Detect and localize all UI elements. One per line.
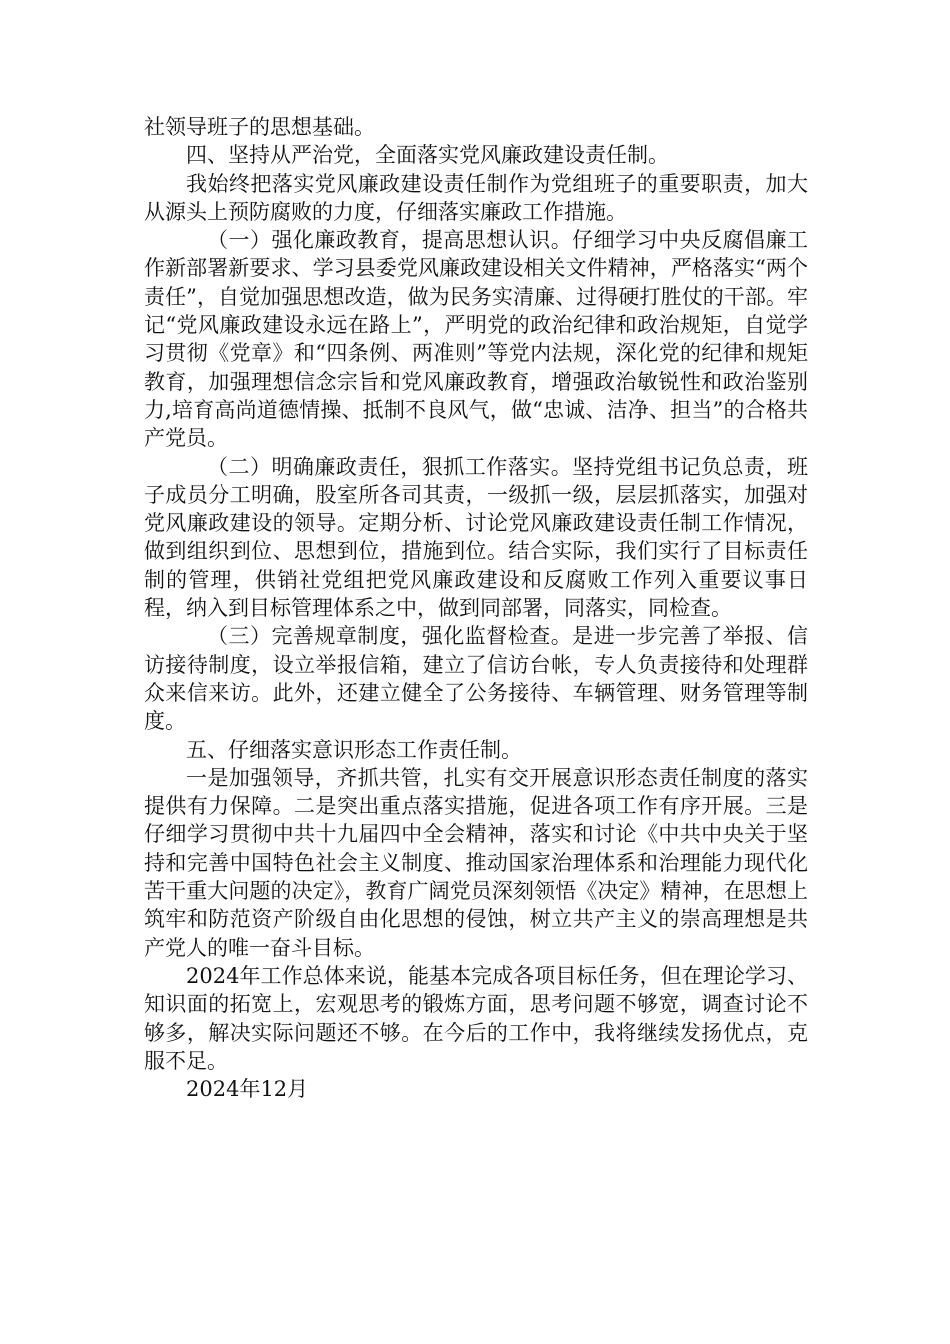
- document-page: [144, 113, 808, 1103]
- paragraph-subsection-three: （三）完善规章制度，强化监督检查。是进一步完善了举报、信访接待制度，设立举报信箱，建立了信访台帐，专人负责接待和处理群众来信来访。此外，还建立健全了公务接待、车辆管理、财务管理等制度。: [144, 624, 808, 734]
- section-heading-five: 五、仔细落实意识形态工作责任制。: [186, 737, 522, 762]
- paragraph-continuation: 社领导班子的思想基础。: [144, 115, 375, 139]
- paragraph-ideology: 一是加强领导，齐抓共管，扎实有交开展意识形态责任制度的落实提供有力保障。二是突出重点落实措施，促进各项工作有序开展。三是仔细学习贯彻中共十九届四中全会精神，落实和讨论《中共中央关于坚持和完善中国特色社会主义制度、推动国家治理体系和治理能力现代化苦干重大问题的决定》，教育广阔党员深刻领悟《决定》精神，在思想上筑牢和防范资产阶级自由化思想的侵蚀，树立共产主义的崇高理想是共产党人的唯一奋斗目标。: [144, 765, 808, 960]
- paragraph-subsection-two: （二）明确廉政责任，狠抓工作落实。坚持党组书记负总责，班子成员分工明确，股室所各司其责，一级抓一级，层层抓落实，加强对党风廉政建设的领导。定期分析、讨论党风廉政建设责任制工作情况，做到组织到位、思想到位，措施到位。结合实际，我们实行了目标责任制的管理，供销社党组把党风廉政建设和反腐败工作列入重要议事日程，纳入到目标管理体系之中，做到同部署，同落实，同检查。: [144, 454, 808, 621]
- document-date: 2024年12月: [186, 1077, 309, 1102]
- section-heading-four: 四、坚持从严治党，全面落实党风廉政建设责任制。: [186, 143, 669, 168]
- paragraph-summary: 2024年工作总体来说，能基本完成各项目标任务，但在理论学习、知识面的拓宽上，宏观思考的锻炼方面，思考问题不够宽，调查讨论不够多，解决实际问题还不够。在今后的工作中，我将继续发扬优点，克服不足。: [144, 963, 808, 1073]
- paragraph-subsection-one: （一）强化廉政教育，提高思想认识。仔细学习中央反腐倡廉工作新部署新要求、学习县委党风廉政建设相关文件精神，严格落实“两个责任”，自觉加强思想改造，做为民务实清廉、过得硬打胜仗的干部。牢记“党风廉政建设永远在路上”，严明党的政治纪律和政治规矩，自觉学习贯彻《党章》和“四条例、两准则”等党内法规，深化党的纪律和规矩教育，加强理想信念宗旨和党风廉政教育，增强政治敏锐性和政治鉴别力,培育高尚道德情操、抵制不良风气，做“忠诚、洁净、担当”的合格共产党员。: [144, 228, 808, 451]
- paragraph-intro: 我始终把落实党风廉政建设责任制作为党组班子的重要职责，加大从源头上预防腐败的力度，仔细落实廉政工作措施。: [144, 171, 808, 224]
